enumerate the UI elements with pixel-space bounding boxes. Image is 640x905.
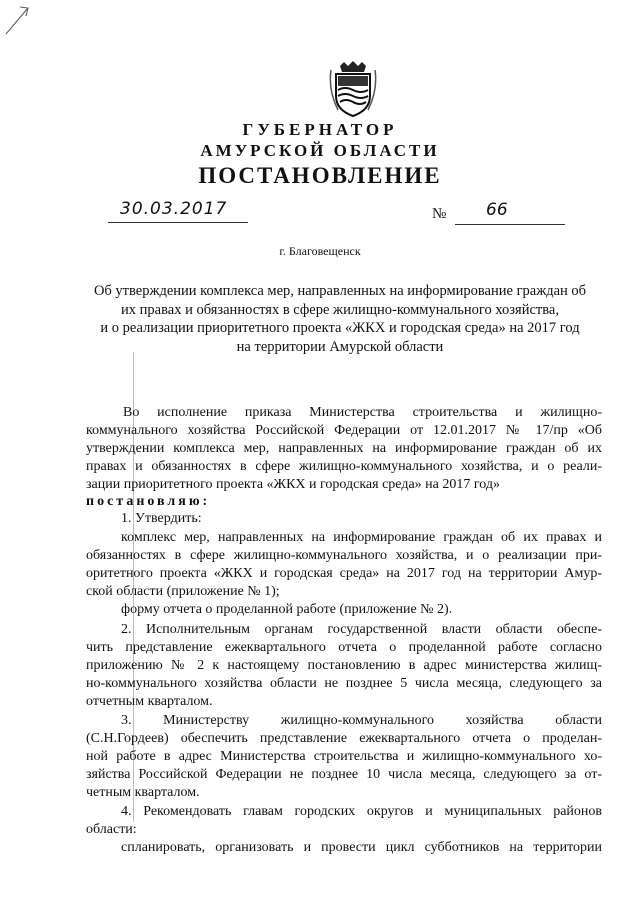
number-label: № <box>432 206 447 222</box>
number-underline <box>455 224 565 225</box>
preamble-line: Во исполнение приказа Министерства строительства и жилищно- <box>123 405 602 420</box>
document-number: 66 <box>486 200 508 220</box>
item-3-line: ной работе в адрес Министерства строительства и жилищно-коммунального хо- <box>86 749 602 764</box>
preamble-line: зации приоритетного проекта «ЖКХ и городская среда» на 2017 год» <box>86 477 500 492</box>
item-1-heading: 1. Утвердить: <box>121 511 202 526</box>
item-4-subline: спланировать, организовать и провести цикл субботников на территории <box>121 840 602 855</box>
item-1-line: ской области (приложение № 1); <box>86 584 280 599</box>
region-heading: АМУРСКОЙ ОБЛАСТИ <box>200 141 440 160</box>
preamble-line: утверждении комплекса мер, направленных на информирование граждан об их <box>86 441 602 456</box>
item-4-line: 4. Рекомендовать главам городских округов и муниципальных районов <box>121 804 602 819</box>
decree-word: постановляю: <box>86 494 211 509</box>
item-1-line: комплекс мер, направленных на информирование граждан об их правах и <box>121 530 602 545</box>
document-type-heading: ПОСТАНОВЛЕНИЕ <box>198 163 442 188</box>
item-2-line: отчетным кварталом. <box>86 694 213 709</box>
title-line: Об утверждении комплекса мер, направленных на информирование граждан об <box>93 283 587 299</box>
item-3-line: четным кварталом. <box>86 785 200 800</box>
document-date: 30.03.2017 <box>120 199 228 219</box>
item-2-line: 2. Исполнительным органам государственной власти области обеспе- <box>121 622 602 637</box>
item-3-line: зяйства Российской Федерации не позднее 10 числа месяца, следующего за от- <box>86 767 602 782</box>
item-3-line: (С.Н.Гордеев) обеспечить представление ежеквартального отчета о проделан- <box>86 731 602 746</box>
item-2-line: но-коммунального хозяйства области не позднее 5 числа месяца, следующего за <box>86 676 602 691</box>
title-line: их правах и обязанностях в сфере жилищно-коммунального хозяйства, <box>121 301 559 318</box>
item-4-line: области: <box>86 822 137 837</box>
preamble-line: коммунального хозяйства Российской Федерации от 12.01.2017 № 17/пр «Об <box>86 423 602 438</box>
date-underline <box>108 222 248 223</box>
scan-mark-icon <box>4 4 30 36</box>
item-2-line: чить представление ежеквартального отчета о проделанной работе согласно <box>86 640 602 655</box>
item-3-line: 3. Министерству жилищно-коммунального хозяйства области <box>121 713 602 728</box>
governor-heading: ГУБЕРНАТОР <box>242 120 398 139</box>
title-line: и о реализации приоритетного проекта «ЖКХ и городская среда» на 2017 год <box>100 320 580 336</box>
item-1-line: обязанностях в сфере жилищно-коммунального хозяйства, и о реализации при- <box>86 548 602 563</box>
item-1-line: оритетного проекта «ЖКХ и городская среда» на 2017 год на территории Амур- <box>86 566 602 581</box>
item-2-line: приложению № 2 к настоящему постановлению в адрес министерства жилищ- <box>86 658 602 673</box>
coat-of-arms-icon <box>328 60 378 118</box>
document-title <box>70 282 610 356</box>
item-1-form-line: форму отчета о проделанной работе (приложение № 2). <box>121 602 453 617</box>
preamble-line: правах и обязанностях в сфере жилищно-коммунального хозяйства, и о реали- <box>86 459 602 474</box>
title-line: на территории Амурской области <box>236 338 444 355</box>
city-line: г. Благовещенск <box>279 244 361 258</box>
